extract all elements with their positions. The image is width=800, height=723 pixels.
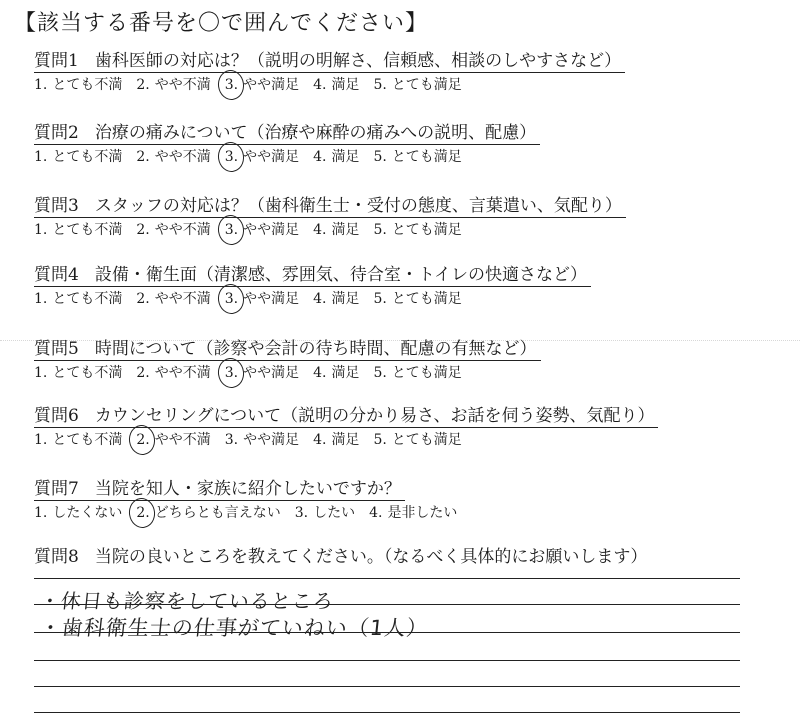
option-label: とても満足	[391, 77, 462, 93]
option-number: 4.	[313, 222, 327, 238]
answer-option[interactable]	[369, 504, 457, 522]
option-number-circled: 3.	[224, 291, 239, 307]
answer-option[interactable]	[225, 76, 299, 94]
question-number: 質問1	[34, 51, 79, 71]
question-text: カウンセリングについて（説明の分かり易さ、お話を伺う姿勢、気配り）	[94, 406, 655, 426]
answer-options	[34, 364, 541, 382]
option-number: 5.	[373, 77, 387, 93]
option-label: どちらとも言えない	[154, 505, 281, 521]
question-title	[34, 264, 591, 287]
question-number: 質問2	[34, 123, 79, 143]
question-text: 当院の良いところを教えてください。（なるべく具体的にお願いします）	[94, 547, 648, 567]
answer-options	[34, 504, 471, 522]
option-label: やや満足	[243, 149, 300, 165]
answer-option[interactable]	[34, 221, 122, 239]
option-number: 5.	[373, 365, 387, 381]
option-label: 満足	[331, 149, 360, 165]
option-label: 満足	[331, 77, 360, 93]
answer-option[interactable]	[34, 431, 122, 449]
option-number-circled: 3.	[224, 365, 239, 381]
option-number: 1.	[34, 432, 48, 448]
option-label: とても満足	[391, 291, 462, 307]
question-5	[34, 338, 541, 382]
question-3	[34, 195, 626, 239]
option-number: 2.	[136, 222, 150, 238]
option-number-circled: 3.	[224, 77, 239, 93]
option-number: 5.	[373, 222, 387, 238]
option-label: とても満足	[391, 222, 462, 238]
option-number: 4.	[369, 505, 383, 521]
answer-option[interactable]	[373, 221, 461, 239]
option-label: とても不満	[52, 77, 123, 93]
question-2	[34, 122, 540, 166]
option-label: とても満足	[391, 149, 462, 165]
option-number: 5.	[373, 432, 387, 448]
question-number: 質問7	[34, 479, 79, 499]
answer-option[interactable]	[136, 431, 210, 449]
question-text: 歯科医師の対応は？（説明の明解さ、信頼感、相談のしやすさなど）	[94, 51, 622, 71]
option-number: 4.	[313, 77, 327, 93]
option-label: やや不満	[154, 291, 211, 307]
answer-option[interactable]	[373, 76, 461, 94]
question-7	[34, 478, 471, 522]
question-number: 質問5	[34, 339, 79, 359]
answer-option[interactable]	[136, 148, 210, 166]
option-number: 2.	[136, 365, 150, 381]
answer-line	[34, 660, 740, 661]
question-title	[34, 546, 651, 568]
option-number-circled: 2.	[136, 505, 150, 521]
answer-option[interactable]	[313, 148, 359, 166]
option-number: 1.	[34, 365, 48, 381]
option-number: 4.	[313, 291, 327, 307]
answer-option[interactable]	[136, 221, 210, 239]
option-number-circled: 2.	[136, 432, 150, 448]
option-label: やや満足	[243, 222, 300, 238]
answer-option[interactable]	[225, 290, 299, 308]
question-text: 設備・衛生面（清潔感、雰囲気、待合室・トイレの快適さなど）	[94, 265, 587, 285]
option-label: したくない	[52, 505, 123, 521]
option-number: 4.	[313, 365, 327, 381]
question-title	[34, 50, 625, 73]
option-number: 3.	[224, 432, 239, 448]
question-text: 当院を知人・家族に紹介したいですか？	[94, 479, 401, 499]
answer-option[interactable]	[136, 504, 280, 522]
option-label: とても満足	[391, 432, 462, 448]
question-number: 質問8	[34, 547, 79, 567]
question-number: 質問3	[34, 196, 79, 216]
option-number: 5.	[373, 291, 387, 307]
option-number: 1.	[34, 505, 48, 521]
answer-line	[34, 712, 740, 713]
answer-option[interactable]	[34, 148, 122, 166]
answer-options	[34, 148, 540, 166]
question-title	[34, 405, 658, 428]
question-title	[34, 195, 626, 218]
option-label: とても満足	[391, 365, 462, 381]
answer-option[interactable]	[34, 76, 122, 94]
answer-option[interactable]	[136, 290, 210, 308]
answer-option[interactable]	[225, 364, 299, 382]
answer-option[interactable]	[373, 148, 461, 166]
option-label: やや不満	[154, 365, 211, 381]
answer-option[interactable]	[225, 431, 299, 449]
answer-options	[34, 76, 625, 94]
answer-option[interactable]	[34, 290, 122, 308]
option-label: とても不満	[52, 291, 123, 307]
option-label: やや満足	[243, 291, 300, 307]
option-number: 2.	[136, 77, 150, 93]
option-label: 満足	[331, 222, 360, 238]
answer-options	[34, 431, 658, 449]
handwritten-answer-1: ・休日も診察をしているところ	[38, 589, 336, 613]
question-number: 質問4	[34, 265, 79, 285]
form-header: 【該当する番号を〇で囲んでください】	[14, 11, 429, 36]
option-number: 2.	[136, 149, 150, 165]
answer-option[interactable]	[373, 431, 461, 449]
option-label: 満足	[331, 365, 360, 381]
option-label: やや不満	[154, 432, 211, 448]
option-number: 1.	[34, 222, 48, 238]
question-text: スタッフの対応は？（歯科衛生士・受付の態度、言葉遣い、気配り）	[94, 196, 622, 216]
option-label: やや満足	[243, 365, 300, 381]
option-number: 2.	[136, 291, 150, 307]
question-number: 質問6	[34, 406, 79, 426]
option-number-circled: 3.	[224, 222, 239, 238]
answer-option[interactable]	[34, 504, 122, 522]
option-label: やや不満	[154, 77, 211, 93]
answer-option[interactable]	[373, 290, 461, 308]
question-6	[34, 405, 658, 449]
answer-option[interactable]	[373, 364, 461, 382]
option-label: やや不満	[154, 149, 211, 165]
question-title	[34, 478, 405, 501]
option-label: やや満足	[243, 77, 300, 93]
answer-option[interactable]	[313, 290, 359, 308]
option-label: 満足	[331, 291, 360, 307]
answer-option[interactable]	[34, 364, 122, 382]
option-number: 4.	[313, 149, 327, 165]
option-number: 5.	[373, 149, 387, 165]
answer-option[interactable]	[225, 148, 299, 166]
question-text: 治療の痛みについて（治療や麻酔の痛みへの説明、配慮）	[94, 123, 537, 143]
answer-line	[34, 686, 740, 687]
question-4	[34, 264, 591, 308]
question-1	[34, 50, 625, 94]
option-number: 3.	[294, 505, 309, 521]
answer-options	[34, 290, 591, 308]
question-text: 時間について（診察や会計の待ち時間、配慮の有無など）	[94, 339, 537, 359]
answer-option[interactable]	[225, 221, 299, 239]
answer-option[interactable]	[313, 364, 359, 382]
option-number: 1.	[34, 291, 48, 307]
answer-option[interactable]	[313, 221, 359, 239]
question-title	[34, 122, 540, 145]
option-label: やや不満	[154, 222, 211, 238]
option-label: とても不満	[52, 149, 123, 165]
option-label: 満足	[331, 432, 360, 448]
answer-options	[34, 221, 626, 239]
option-label: 是非したい	[387, 505, 458, 521]
answer-option[interactable]	[313, 431, 359, 449]
option-label: とても不満	[52, 432, 123, 448]
option-label: したい	[313, 505, 356, 521]
option-number: 4.	[313, 432, 327, 448]
answer-option[interactable]	[136, 76, 210, 94]
answer-line	[34, 578, 740, 579]
question-8	[34, 546, 651, 568]
option-number-circled: 3.	[224, 149, 239, 165]
option-label: やや満足	[243, 432, 300, 448]
answer-option[interactable]	[295, 504, 355, 522]
option-number: 1.	[34, 149, 48, 165]
option-label: とても不満	[52, 365, 123, 381]
answer-option[interactable]	[313, 76, 359, 94]
answer-option[interactable]	[136, 364, 210, 382]
handwritten-answer-2: ・歯科衛生士の仕事がていねい（1人）	[38, 616, 430, 640]
question-title	[34, 338, 541, 361]
option-label: とても不満	[52, 222, 123, 238]
option-number: 1.	[34, 77, 48, 93]
